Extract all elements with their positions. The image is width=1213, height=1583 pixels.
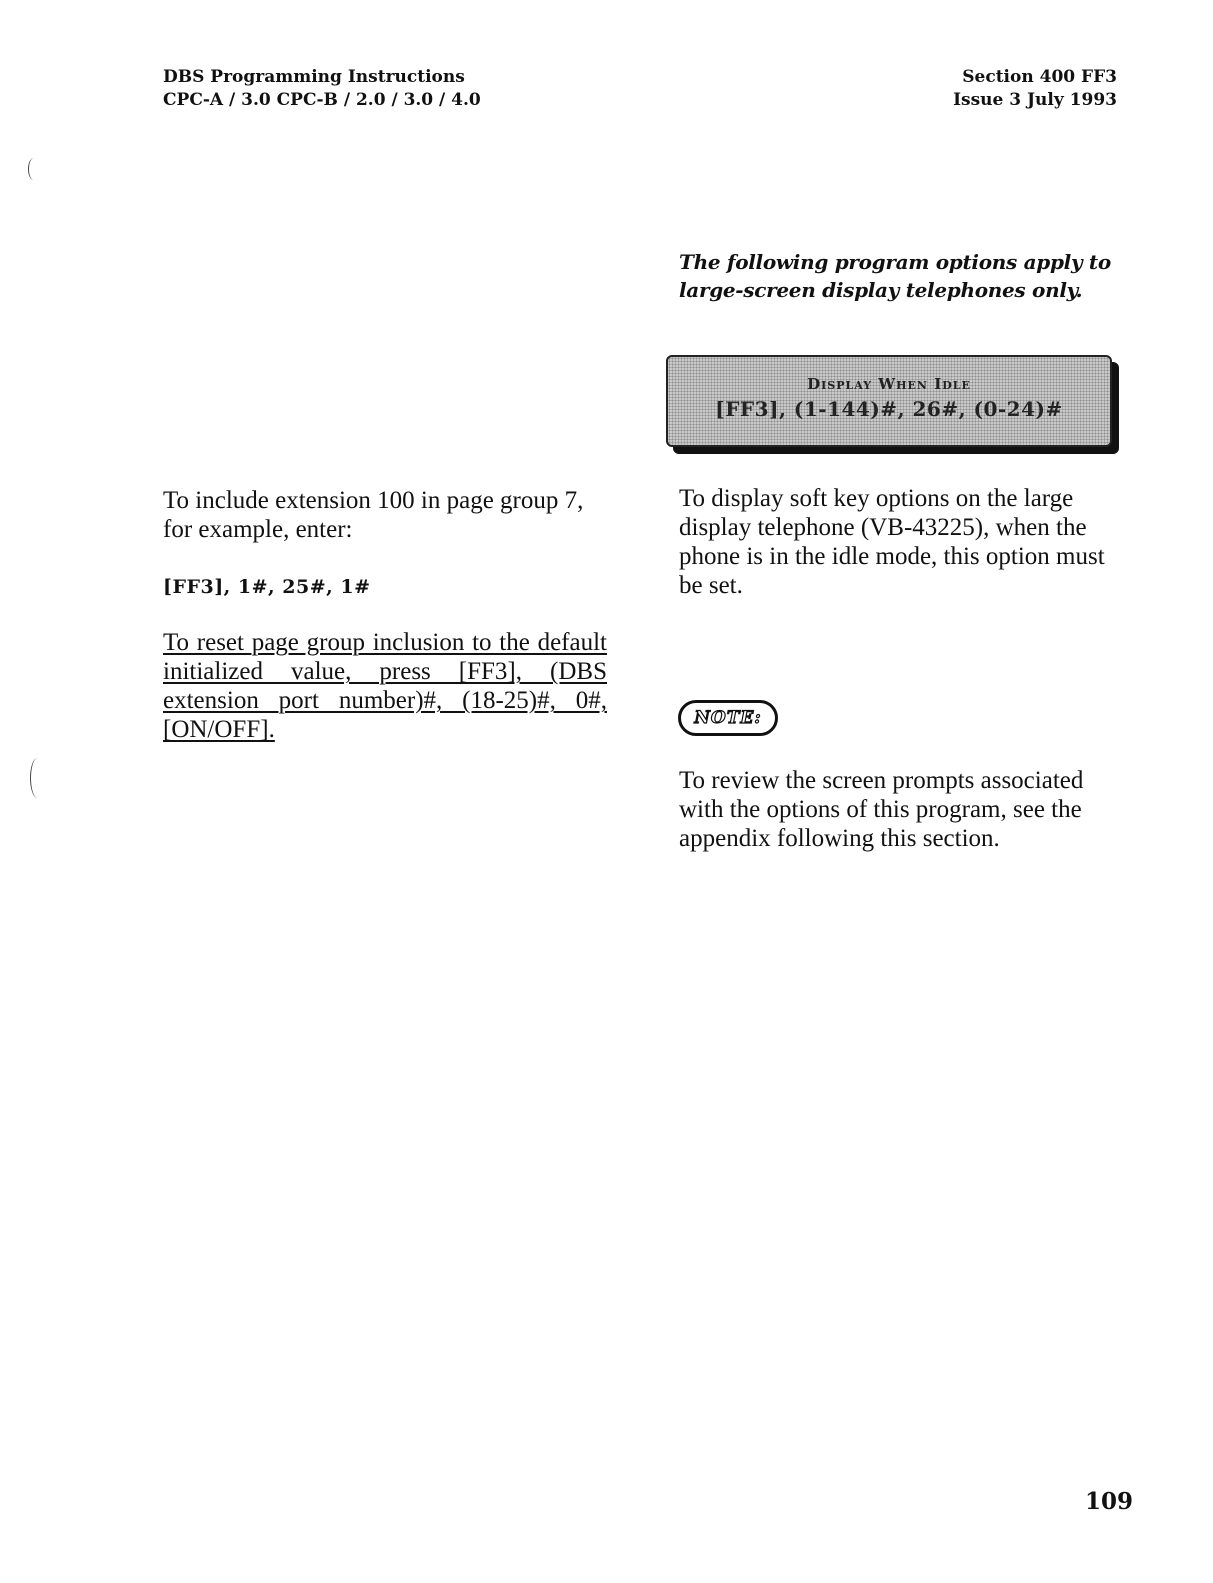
- intro-paragraph: To include extension 100 in page group 7, for example, enter:: [163, 487, 584, 543]
- binder-hole-mark: [28, 158, 39, 180]
- header-issue-date: Issue 3 July 1993: [953, 90, 1117, 110]
- note-text: To review the screen prompts associated with the options of this program, see the appendix following this section.: [679, 767, 1084, 852]
- example-code: [FF3], 1#, 25#, 1#: [163, 576, 371, 598]
- header-title: DBS Programming Instructions: [163, 67, 465, 87]
- header-versions: CPC-A / 3.0 CPC-B / 2.0 / 3.0 / 4.0: [163, 90, 481, 110]
- large-screen-notice: The following program options apply to large-screen display telephones only.: [679, 250, 1111, 302]
- program-title: Display When Idle: [807, 375, 971, 393]
- program-code: [FF3], (1-144)#, 26#, (0-24)#: [715, 397, 1063, 421]
- page-number: 109: [1084, 1488, 1133, 1515]
- document-header-left: [163, 66, 481, 112]
- header-section: Section 400 FF3: [962, 67, 1117, 87]
- program-box: [666, 355, 1112, 447]
- note-badge: NOTE:: [678, 700, 778, 736]
- document-header-right: [953, 66, 1117, 112]
- binder-hole-mark: [30, 758, 45, 798]
- description-paragraph: To display soft key options on the large display telephone (VB-43225), when the phone is in the idle mode, this option must be set.: [679, 485, 1105, 599]
- reset-instruction: To reset page group inclusion to the default initialized value, press [FF3], (DBS extension port number)#, (18-25)#, 0#, [ON/OFF].: [163, 629, 607, 743]
